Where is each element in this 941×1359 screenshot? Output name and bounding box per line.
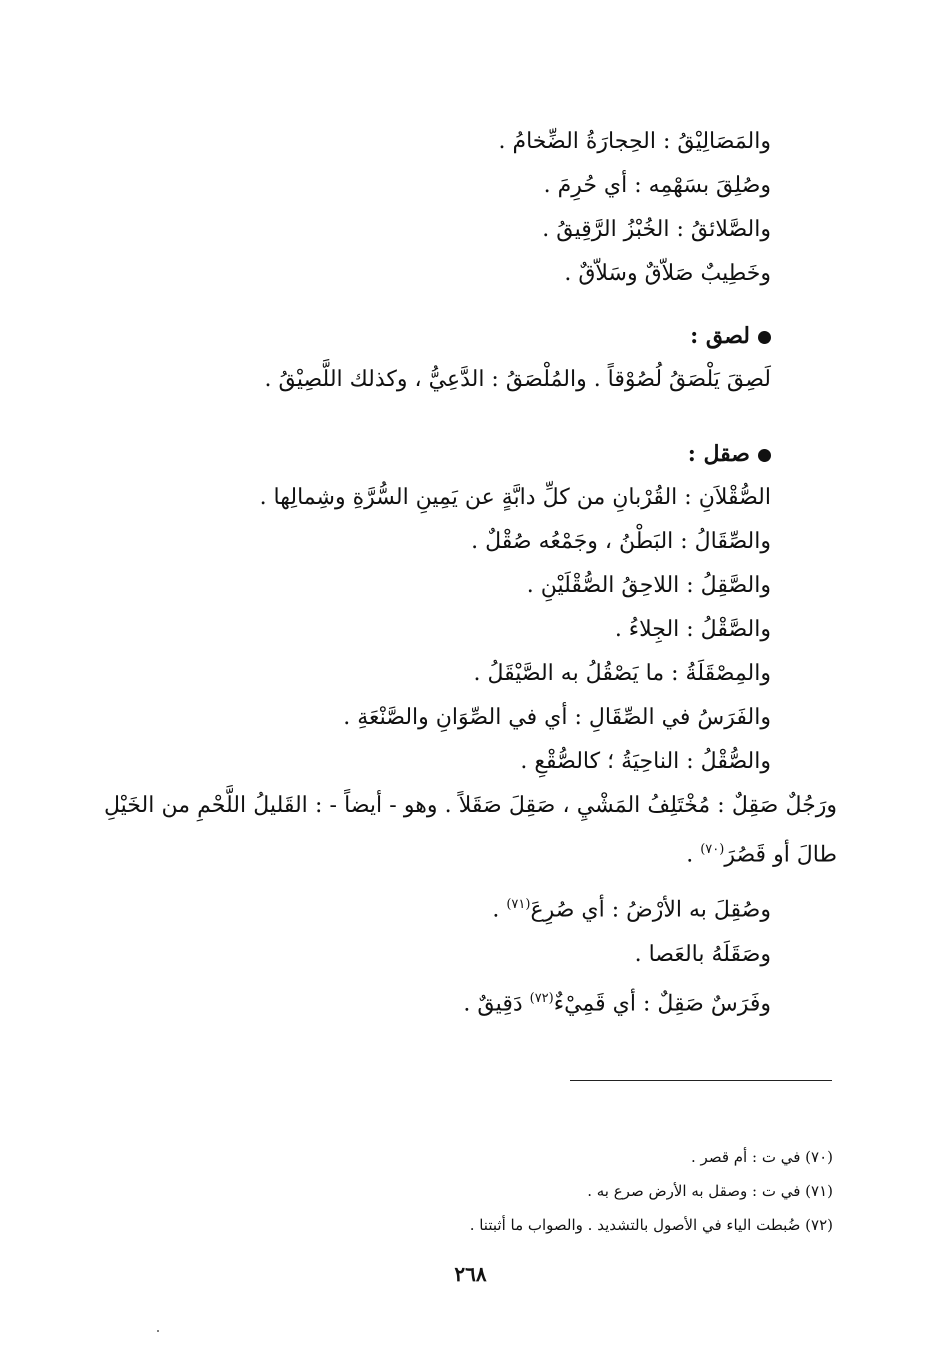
footnote: (٧٠) في ت : أم قصر . bbox=[691, 1148, 833, 1166]
footnotes bbox=[300, 1140, 833, 1242]
entry-line: والصُّقْلُ : الناحِيَةُ ؛ كالصُّقْعِ . bbox=[520, 749, 771, 774]
entry-long-line bbox=[104, 784, 837, 877]
page-number: ٢٦٨ bbox=[454, 1262, 487, 1286]
section-saqal bbox=[104, 432, 837, 1026]
entry-line bbox=[104, 883, 771, 932]
section-heading bbox=[104, 432, 771, 476]
scan-speck bbox=[157, 1330, 159, 1332]
entry-line: والفَرَسُ في الصِّقَالِ : أي في الصِّوَانِ والصَّنْعَةِ . bbox=[343, 705, 771, 730]
bullet-icon bbox=[758, 449, 771, 462]
entry-line: وصُلِقَ بسَهْمِه : أي حُرِمَ . bbox=[543, 173, 771, 198]
entry-text-end: دَقِيقٌ . bbox=[463, 990, 530, 1016]
footnote-divider bbox=[570, 1080, 832, 1081]
entry-text: ورَجُلٌ صَقِلٌ : مُخْتَلِفُ المَشْيِ ، صَقِلَ صَقَلاً . وهو - أيضاً - : القَليلُ اللَّحْمِ من الخَيْلِ طالَ أو قَصُرَ bbox=[104, 793, 837, 868]
bullet-icon bbox=[758, 331, 771, 344]
heading-text: صقل : bbox=[687, 441, 750, 467]
footnote: (٧٢) ضُبطت الياء في الأصول بالتشديد . والصواب ما أثبتنا . bbox=[469, 1216, 833, 1234]
footnote-ref: (٧١) bbox=[506, 897, 531, 913]
heading-text: لصق : bbox=[690, 323, 750, 349]
section-lasaq bbox=[100, 314, 771, 402]
entry-line bbox=[104, 977, 771, 1026]
entry-line: والصَّقِلُ : اللاحِقُ الصُّقْلَيْنِ . bbox=[526, 573, 771, 598]
section-heading bbox=[100, 314, 771, 358]
entry-text: وصُقِلَ به الأرْضُ : أي صُرِعَ bbox=[530, 897, 771, 923]
footnote-ref: (٧٠) bbox=[700, 842, 725, 857]
entry-line: والصَّلائقُ : الخُبْزُ الرَّقِيقُ . bbox=[542, 217, 771, 242]
entry-line: الصُّقْلاَنِ : القُرْبانِ من كلِّ دابَّةٍ عن يَمِينِ السُّرَّةِ وشِمالِها . bbox=[259, 485, 771, 510]
entry-text: وفَرَسٌ صَقِلٌ : أي قَمِيْءٌ bbox=[553, 990, 771, 1016]
entry-text-end: . bbox=[492, 897, 507, 923]
entry-line: والمَصَالِيْقُ : الحِجارَةُ الضِّخامُ . bbox=[498, 129, 771, 154]
entry-line: لَصِقَ يَلْصَقُ لُصُوْقاً . والمُلْصَقُ : الدَّعِيُّ ، وكذلك اللَّصِيْقُ . bbox=[264, 367, 771, 392]
section-salaq-continued bbox=[100, 120, 771, 296]
entry-text-end: . bbox=[686, 842, 701, 868]
entry-line: وخَطِيبٌ صَلاّقٌ وسَلاّقٌ . bbox=[564, 261, 771, 286]
footnote: (٧١) في ت : وصقل به الأرض صرع به . bbox=[587, 1182, 833, 1200]
entry-line: والصِّقَالُ : البَطْنُ ، وجَمْعُه صُقْلٌ . bbox=[471, 529, 771, 554]
entry-line: والصَّقْلُ : الجِلاءُ . bbox=[614, 617, 771, 642]
footnote-ref: (٧٢) bbox=[529, 990, 554, 1006]
entry-line: وصَقَلَهُ بالعَصا . bbox=[634, 941, 771, 967]
entry-line: والمِصْقَلَةُ : ما يَصْقُلُ به الصَّيْقَلُ . bbox=[473, 661, 771, 686]
